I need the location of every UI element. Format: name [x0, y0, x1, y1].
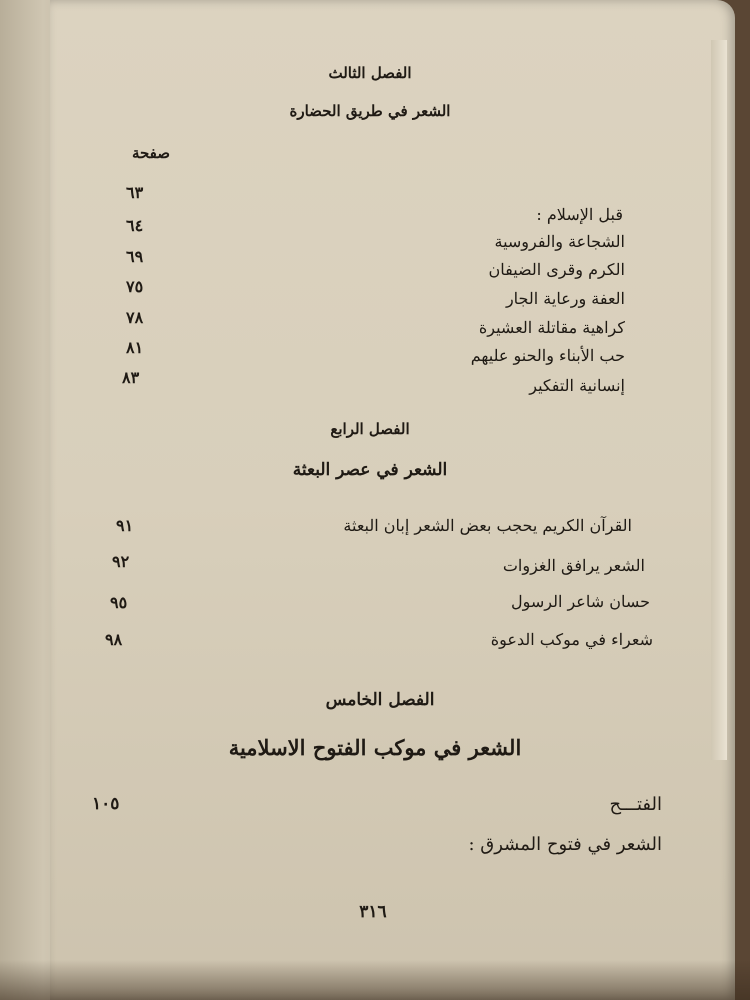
page-column-label: صفحة [131, 144, 170, 162]
toc-page-number: ٦٣ [126, 183, 144, 202]
toc-page-number: ٧٨ [126, 308, 144, 327]
toc-page-number: ٨٣ [122, 368, 140, 387]
toc-entry-label: الشعر يرافق الغزوات [502, 556, 645, 575]
toc-entry-label: العفة ورعاية الجار [505, 289, 625, 308]
toc-entry-label: إنسانية التفكير [529, 376, 625, 395]
chapter3-subtitle: الشعر في طريق الحضارة [289, 102, 451, 120]
toc-entry-label: الشعر في فتوح المشرق : [468, 834, 662, 855]
toc-page-number: ٨١ [126, 338, 144, 357]
chapter4-title: الفصل الرابع [330, 420, 410, 438]
chapter3-title: الفصل الثالث [328, 64, 412, 82]
toc-entry-label: الفتـــح [609, 794, 662, 815]
toc-entry-label: الشجاعة والفروسية [494, 232, 625, 251]
toc-page-number: ١٠٥ [92, 794, 120, 814]
table-shadow [0, 960, 750, 1000]
toc-page-number: ٦٤ [126, 216, 144, 235]
toc-entry-label: القرآن الكريم يحجب بعض الشعر إبان البعثة [343, 516, 632, 535]
toc-page-number: ٩٥ [110, 593, 128, 612]
toc-page-number: ٩١ [116, 516, 134, 535]
page-number: ٣١٦ [359, 902, 387, 922]
chapter4-subtitle: الشعر في عصر البعثة [292, 460, 448, 480]
toc-entry-label: حسان شاعر الرسول [510, 592, 650, 611]
chapter5-title: الفصل الخامس [325, 690, 435, 710]
toc-entry-label: الكرم وقرى الضيفان [488, 260, 625, 279]
toc-page-number: ٩٢ [112, 552, 130, 571]
chapter5-subtitle: الشعر في موكب الفتوح الاسلامية [228, 735, 522, 760]
chapter3-intro: قبل الإسلام : [536, 205, 623, 224]
toc-page-number: ٧٥ [126, 277, 144, 296]
page-stack-edge [711, 40, 727, 760]
toc-entry-label: كراهية مقاتلة العشيرة [478, 318, 625, 337]
toc-entry-label: حب الأبناء والحنو عليهم [470, 346, 625, 365]
toc-page-number: ٩٨ [105, 630, 123, 649]
toc-entry-label: شعراء في موكب الدعوة [490, 630, 653, 649]
toc-page-number: ٦٩ [126, 247, 144, 266]
